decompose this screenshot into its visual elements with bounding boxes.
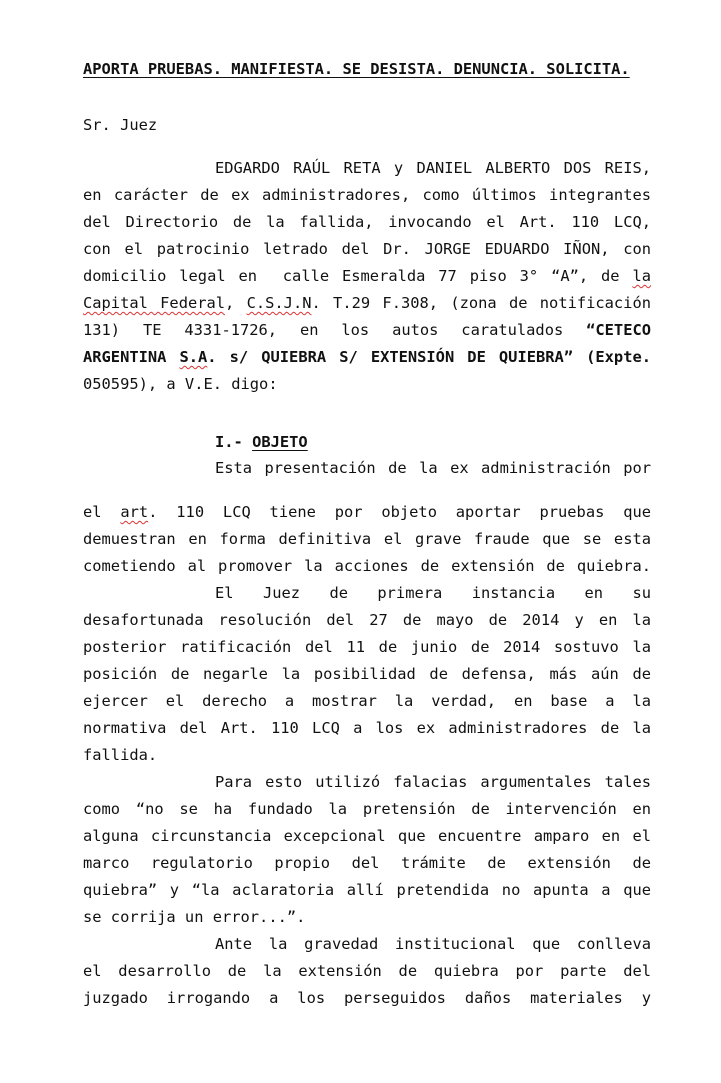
- section-paragraph-1-cont: [83, 499, 651, 1012]
- text-line: en carácter de ex administradores, como últimos integrantes: [83, 186, 651, 204]
- text-line: Para esto utilizó falacias argumentales tales: [215, 773, 651, 791]
- text-line: ejercer el derecho a mostrar la verdad, en base a la: [83, 692, 651, 710]
- text-line: alguna circunstancia excepcional que encuentre amparo en el: [83, 827, 651, 845]
- intro-paragraph: [83, 155, 651, 398]
- text-line: Ante la gravedad institucional que conlleva: [215, 935, 651, 953]
- text-line: juzgado irrogando a los perseguidos daños materiales y: [83, 989, 651, 1007]
- text-line: Capital Federal, C.S.J.N. T.29 F.308, (zona de notificación: [83, 294, 651, 312]
- text-line: el art. 110 LCQ tiene por objeto aportar pruebas que: [83, 503, 651, 521]
- section-title-underlined: OBJETO: [252, 433, 308, 451]
- text-line: 131) TE 4331-1726, en los autos caratulados “CETECO: [83, 321, 651, 339]
- text-line: cometiendo al promover la acciones de extensión de quiebra.: [83, 557, 651, 575]
- text-line: demuestran en forma definitiva el grave fraude que se esta: [83, 530, 651, 548]
- text-line: fallida.: [83, 746, 158, 764]
- text-line: normativa del Art. 110 LCQ a los ex administradores de la: [83, 719, 651, 737]
- section-title: I.- OBJETO: [215, 433, 308, 451]
- text-line: posición de negarle la posibilidad de defensa, más aún de: [83, 665, 651, 683]
- text-line: ARGENTINA S.A. s/ QUIEBRA S/ EXTENSIÓN DE QUIEBRA” (Expte.: [83, 348, 651, 366]
- text-line: marco regulatorio propio del trámite de extensión de: [83, 854, 651, 872]
- text-line: posterior ratificación del 11 de junio de 2014 sostuvo la: [83, 638, 651, 656]
- greeting: Sr. Juez: [83, 116, 158, 134]
- document-heading: APORTA PRUEBAS. MANIFIESTA. SE DESISTA. DENUNCIA. SOLICITA.: [83, 60, 630, 78]
- section-paragraph-1-start: [83, 455, 651, 482]
- text-line: domicilio legal en calle Esmeralda 77 piso 3° “A”, de la: [83, 267, 651, 285]
- text-line: Esta presentación de la ex administración por: [215, 459, 651, 477]
- text-line: desafortunada resolución del 27 de mayo de 2014 y en la: [83, 611, 651, 629]
- text-line: quiebra” y “la aclaratoria allí pretendida no apunta a que: [83, 881, 651, 899]
- text-line: como “no se ha fundado la pretensión de intervención en: [83, 800, 651, 818]
- text-line: 050595), a V.E. digo:: [83, 375, 278, 393]
- text-line: el desarrollo de la extensión de quiebra por parte del: [83, 962, 651, 980]
- text-line: se corrija un error...”.: [83, 908, 306, 926]
- text-line: El Juez de primera instancia en su: [215, 584, 651, 602]
- text-line: del Directorio de la fallida, invocando el Art. 110 LCQ,: [83, 213, 651, 231]
- text-line: con el patrocinio letrado del Dr. JORGE EDUARDO IÑON, con: [83, 240, 651, 258]
- text-line: EDGARDO RAÚL RETA y DANIEL ALBERTO DOS REIS,: [215, 159, 651, 177]
